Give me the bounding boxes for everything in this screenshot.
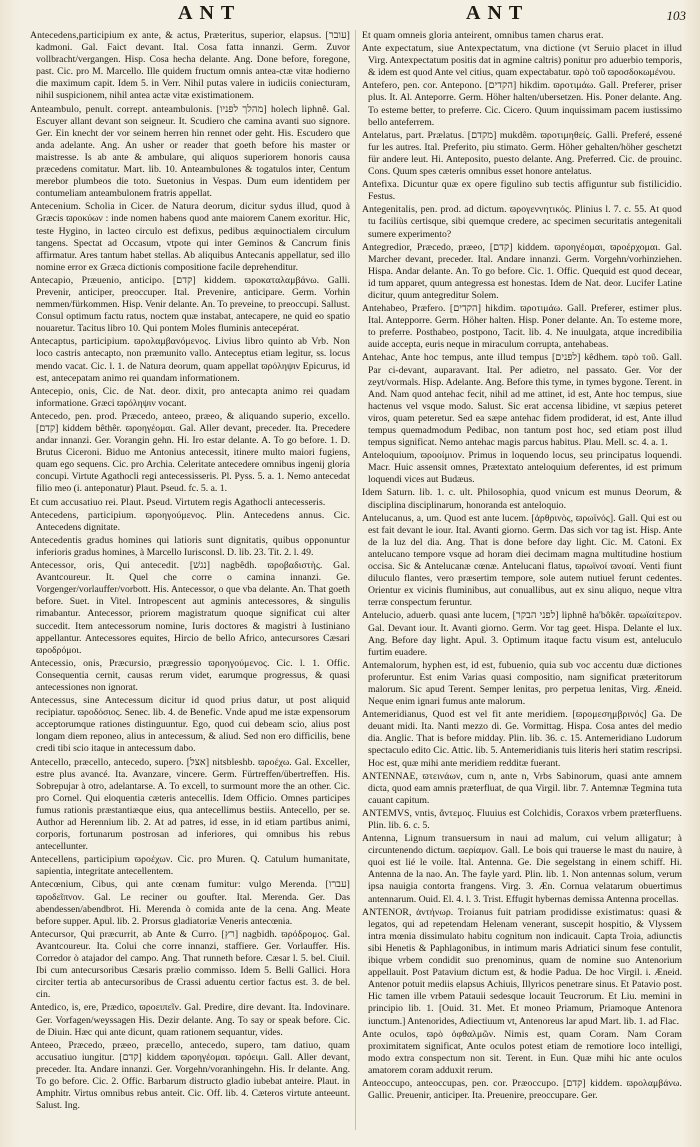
entry-antenor: ANTENOR, ἀντήνωρ. Troianus fuit patriam prodidisse existimatus: quasi & legatos, qui ad repetendam Helenam venerant, suscepit hospitio, & Vlyssem intra mœnia dissimulato habitu cognitum non indicauit. Capta Troia, adiunctis sibi Henetis & Paphlagonibus, in intimum maris Adriatici sinum fese contulit, ibique vrbem condidit suo prenominus, quam de nomine suo Antenorium appellauit. Post Patavium dictum est, & hodie Padua. De hoc Virgil. i. Æneid. Antenor potuit mediis elapsus Achiuis, Illyricos penetrare sinus. Et Patavio post. Hic tamen ille vrbem Patauii sedesque locauit Teucrorum. Et Liu. memini in principio lib. 1. [Ouid. 31. Met. Et moneo Priamum, Priamoque Antenora iunctum.] Antenorides, Adiectiuum vt, Antenoreus lar apud Mart. lib. 1. ad Flac. <box>362 906 682 1027</box>
entry-antecedo-accusativo: Et cum accusatiuo rei. Plaut. Pseud. Virtutem regis Agathocli antecesseris. <box>30 496 326 508</box>
entry-antecapio: Antecapio, Præuenio, anticipo. [קדם] kiddem. ϖροκαταλαμβάνω. Galli. Prevenir, anticiper, preoccuper. Ital. Prevenire, anticipare. Germ. Vorhin nemmen/fürkommen. Hisp. Venir delante. An. To preveine, to preoccupi. Sallust. Consul optimum factu ratus, noctem quæ instabat, antecapere, ne quid eo spatio nouaretur. Tacitus libro 10. Qui pontem Moles fluminis antecepérat. <box>30 274 350 335</box>
entry-antecello: Antecello, præcello, antecedo, supero. [אצל] nitsbleshb. ϖροέχω. Gal. Exceller, estre plus avancé. Ita. Avanzare, vincere. Germ. Fürtreffen/übertreffen. His. Sobrepujar à otro, adelantarse. A. To excell, to surmount more the an other. Cic. pro Cornel. Qui eloquentia cæteris antecellis. Idem Officio. Omnes participes fumus rationis præstantiæque eius, qua antecellimus bestiis. Antecello, per se. Author ad Herennium lib. 2. At ad patres, id esse, in id etiam partibus animi, corporis, fortunarum postrosan ad inferiores, qui omnibus his rebus antecellunter. <box>30 756 350 853</box>
entry-anteloquium-saturn: Idem Saturn. lib. 1. c. ult. Philosophia, quod vnicum est munus Deorum, & disciplina disciplinarum, honoranda est anteloquio. <box>362 487 682 511</box>
entry-ante-expectatum: Ante expectatum, siue Antexpectatum, vna dictione (vt Seruio placet in illud Virg. Antexpectatum positis dat in agmine caltris) ponitur pro aduerbio temporis, & idem est quod Ante vel citius, quam expectabatur. ϖρὸ τοῦ ϖροσδοκωμένου. <box>362 43 682 79</box>
entry-antecoenium: Antecœnium, Cibus, qui ante cœnam fumitur: vulgo Merenda. [עברו] ϖροδεῖπνον. Gal. Le reciner ou goufter. Ital. Merenda. Ger. Das abendessen/abendbrot. Hi. Merenda ò comida ante de la cena. Ang. Meate before supper. Apul. lib. 2. Prorsus gladiatoriæ Veneris antecœnia. <box>30 879 350 927</box>
entry-antelucio: Antelucio, aduerb. quasi ante lucem, [לפני הבקר] liphnê ha'bôkêr. ϖρωϊαίτερον. Gal. Devant iour. It. Avanti giorno. Germ. Vor tag geet. Hispa. Delante el lux. Ang. Before day light. Apul. 3. Optimum itaque factu visum est, anteluculo furtim euadere. <box>362 610 682 658</box>
page-number: 103 <box>666 8 686 23</box>
entry-antemnae: ANTENNAE, ϖτεινάων, cum n, ante n, Vrbs Sabinorum, quasi ante amnem dicta, quod eam amnis præterfluat, de qua Virgil. libr. 7. Antemnæ Tegmina tuta cauant capitum. <box>362 770 682 806</box>
entry-antecaptus: Antecaptus, participium. ϖρολαμβανόμενος. Livius libro quinto ab Vrb. Non loco castris antecapto, non præmunito vallo. Anteceptus etiam legitur, ss. locus mendo vacat. Cic. l. 1. de Natura deorum, quam appellat ϖρόληψιν Epicurus, id est, antecepatam animo rei quandam informationem. <box>30 336 350 384</box>
entry-anteeo-continued: Et quam omneis gloria anteirent, omnibus tamen charus erat. <box>362 30 604 41</box>
entry-anteeo: Anteeo, Præcedo, præeo, præcello, antecedo, supero, tam datiuo, quam accusatiuo iungitur. [קדם] kiddem ϖροηγέομαι. ϖρόειμι. Gall. Aller devant, preceder. Ita. Andare innanzi. Ger. Vorgehn/voranhingehn. His. Ir delante. Ang. To go before. Cic. 2. Offic. Barbarum distructo gladio iubebat anteire. Plaut. in Amphitr. Virtus omnibus rebus anteit. Cic. Off. lib. 4. Cæteros virtute anteeunt. Salust. Ing. <box>30 1039 350 1112</box>
entry-antecellens: Antecellens, participium ϖροέχων. Cic. pro Muren. Q. Catulum humanitate, sapientia, integritate antecellentem. <box>30 854 350 878</box>
right-running-head: ANT <box>466 2 530 24</box>
entry-antenna: Antenna, Lignum transuersum in naui ad malum, cui velum alligatur; à circuntenendo dictum. ϖερίαμον. Gall. Le bois qui trauerse le mast du nauire, à quoi est lié le voile. Ital. Antenna. Ge. Die segelstang in einem schiff. Hi. Antenna de la nao. An. The fayle yard. Plin. lib. 1. Non antennas solum, verum ipsa nauigia contorta frangens. Virg. 3. Æn. Cornua velatarum obuertimus antennarum. Ouid. El. 4. l. 3. Trist. Effugit hybernas demissa Antenna procellas. <box>362 833 682 905</box>
entry-antecessio: Antecessio, onis, Præcursio, prægressio ϖροηγούμενος. Cic. l. 1. Offic. Consequentia cernit, causas rerum videt, earumque progressus, & quasi antecessiones non ignorat. <box>30 657 350 693</box>
entry-antegredior: Antegredior, Præcedo, præeo, [קדם] kiddem. ϖροηγέομαι, ϖροέρχομαι. Gal. Marcher devant, preceder. Ital. Andare innanzi. Germ. Vorgehn/vorhinziehen. Hispa. Andar delante. An. To go before. Cic. 1. Offic. Quequid est quod decear, id tum apparet, quum antegressa est honestas. Idem de Nat. deor. Lucifer Latine dicitur, quum antegreditur Solem. <box>362 241 682 301</box>
entry-anteloquium: Anteloquium, ϖροοίμιον. Primus in loquendo locus, seu principatus loquendi. Macr. Huic assensit omnes, Prætextato anteloquium deferentes, id est primum loquendi vices aut Budæus. <box>362 450 682 486</box>
entry-antecedens-participium: Antecedens, participium. ϖροηγούμενος. Plin. Antecedens annus. Cic. Antecedens dignitate. <box>30 509 350 533</box>
left-column <box>30 30 350 1135</box>
column-divider <box>355 30 356 1130</box>
entry-antecessus: Antecessus, sine Antecessum dicitur id quod prius datur, ut post aliquid recipiatur. ϖροδόσιος. Senec. lib. 4. de Benefic. Vnde apud me istæ expensorum acceptorumque rationes distinguuntur. Ego, quod cui debeam scio, alius post longam diem reponeo, alius in antecessum, & aliud. Sed non ero difficilis, bene credi tibi scio itaque in antecessum dabo. <box>30 695 350 755</box>
entry-antecedo: Antecedo, pen. prod. Præcedo, anteeo, præeo, & aliquando superio, excello. [קדם] kiddem bêthêr. ϖροηγέομαι. Gal. Aller devant, preceder. Ita. Precedere andar innanzi. Ger. Vorangin gehn. Hi. Iro estar delante. A. To go before. 1. D. Brutus Ciceroni. Biduo me Antonius antecessit, itinere multo maiori fugiens, quam ego sequens. Cic. pro Archia. Celeritate antecedere omnibus ingenij gloria concupi. Virtute Agathocli regi antecessisseris. Pl. Pyss. 5. a. 1. Nemo antecedat filio meo (i. anteponatur) Plaut. Pseud. fc. 5. a. 1. <box>30 410 350 495</box>
entry-antemus: ANTEMVS, vntis, ἄντεμος. Fluuius est Colchidis, Coraxos vrbem præterfluens. Plin. lib. 6. c. 5. <box>362 807 682 831</box>
entry-antecedentis-gradus: Antecedentis gradus homines qui latioris sunt dignitatis, quibus opponuntur inferioris gradus homines, à Marcello Iurisconsl. D. lib. 23. Tit. 2. l. 49. <box>30 534 350 558</box>
entry-antedico: Antedico, is, ere, Prædico, ϖροειπεῖν. Gal. Predire, dire devant. Ita. Indovinare. Ger. Vorfagen/weyssagen His. Dezir delante. Ang. To say or speak before. Cic. de Diuin. Hæc qui ante dicunt, quam rationem sequantur, vides. <box>30 1002 350 1038</box>
entry-antemalorum: Antemalorum, hyphen est, id est, fubuenio, quia sub voc accentu duæ dictiones proferuntur. Est enim Varias quasi compositio, nam significat præteritorum malorum. Sic apud Terent. Semper lenitas, pro perpetua lenitas, Virg. Æneid. Neque enim ignari fumus ante malorum. <box>362 659 682 708</box>
entry-antecessor: Antecessor, oris, Qui antecedit. [נגשׁ] nagbêdh. ϖροβαδιστὴς. Gal. Avantcoureur. It. Quel che corre o camina innanzi. Ge. Vorgenger/vorlauffer/vorbott. His. Antecessor, o que vba delante. An. That goeth before. Suet. in Vitel. Intropescent aut agminis antecessores, & singulis rimabantur. Antecessor, priorem magistratum quoque significat cui alter succedit. Item antecessorum nomine, Iuris doctores & magistri à Iustiniano appellantur. Antecessores equites, Hircio de bello Africo, antecursores Cæsari ϖροδρόμοι. <box>30 560 350 656</box>
left-running-head: ANT <box>178 2 242 24</box>
entry-antecanis: Antecenium. Scholia in Cicer. de Natura deorum, dicitur sydus illud, quod à Græcis ϖροκύων : inde nomen habens quod ante maiorem Canem exoritur. Hic, teste Hygino, in lacteo circulo est defixus, pedibus æquinoctialem circulum tangens. Spectat ad Occasum, vtpote qui inter Geminos & Cancrum finis affirmatur. Ares tantum habet stellas. Ab aliquibus Antecanis appellatur, sed illo nomine error ex Græca dictionis compositione facile deprehenditur. <box>30 201 350 273</box>
entry-antecepio: Antecepio, onis, Cic. de Nat. deor. dixit, pro antecapta animo rei quadam informatione. Græci ϖρόληψιν vocant. <box>30 385 350 409</box>
entry-antecursor: Antecursor, Qui præcurrit, ab Ante & Curro. [רץ] nagbidh. ϖρόδρομος. Gal. Avantcoureur. Ita. Colui che corre innanzi, staffiere. Ger. Vorlauffer. His. Corredor ò atajador del campo. Ang. That runneth before. Cæsar l. 5. bel. Ciuil. Ibi cum antecursoribus Cæsaris prælio commisso. Idem 5. Belli Gallici. Hora circiter tertia ab antecursoribus de Crassi aduentu certior factus est. 3. de bel. cin. <box>30 928 350 1001</box>
entry-ante-oculos: Ante oculos, ϖρὸ ὀφθαλμῶν. Nimis est, quam Coram. Nam Coram proximitatem significat, Ante oculos potest etiam de remotiore loco intelligi, modo extra conspectum non sit. Terent. in Eun. Quæ mihi hic ante oculos amatorem coram adduxit rerum. <box>362 1028 682 1076</box>
entry-antefixa: Antefixa. Dicuntur quæ ex opere figulino sub tectis affiguntur sub fistilicidio. Festus. <box>362 179 682 203</box>
entry-antefero: Antefero, pen. cor. Antepono. [הקדים] hikdim. ϖροτιμάω. Gall. Preferer, priser plus. It. Al. Anteporre. Germ. Höher halten/ubersetzen. His. Poner delante. Ang. To esteme better, to preferre. Cic. Cicero. Quum inquissimam pacem iustissimo bello anteferrem. <box>362 80 682 128</box>
entry-antecedens: Antecedens,participium ex ante, & actus, Præteritus, superior, elapsus. [עובר] kadmoni. Gal. Faict devant. Ital. Cosa fatta innanzi. Germ. Zuvor vollbracht/vergangen. Hisp. Cosa hecha delante. Ang. Done before, foregone, past. Cic. pro M. Marcello. Ille quidem fructum omnis antea-ctæ vitæ hodierno die maximum capit. Idem 5. in Verr. Nihil putas valere in iudiciis coniecturam, nihil suspicionem, nihil antea actæ vitæ existimationem. <box>30 30 350 102</box>
entry-anteambulo: Anteambulo, penult. corrept. anteambulonis. [מהלך לפניו] holech liphnê. Gal. Escuyer allant devant son seigneur. It. Scudiero che camina avanti suo signore. Ger. Ein knecht der vor seinem herren hin rennet oder geht. His. Escudero que anda adelante. Ang. An usher or reader that goeth before his master or maistresse. Is ab ante & ambulare, qui aliquos superiorem honoris causa præcedens comitatur. Mart. lib. 10. Anteambulones & togatulos inter, Centum merebor plumbeos die toto. Suetonius in Vespas. Dum eum identidem per contumeliam anteambulonem fratris appellat. <box>30 103 350 200</box>
entry-anteoccupo: Anteoccupo, anteoccupas, pen. cor. Præoccupo. [קדם] kiddem. ϖρολαμβάνω. Gallic. Preuenir, anticiper. Ita. Preuenire, preoccupare. Ger. <box>362 1077 682 1102</box>
entry-antelucanus: Antelucanus, a, um. Quod est ante lucem. [ἀρθρινὸς, ϖρωϊνός]. Gall. Qui est ou est fait devant le iour. Ital. Avanti giorno. Germ. Das sich vor tag ist. Hisp. Ante de la luz del dia. Ang. That is done before day light. Cic. M. Catoni. Ex antelucano tempore vsque ad horam diei decimam magna multitudine hostium occisa. Sic & Antelucanæ cœnæ. Antelucani flatus, ϖρωϊνοί ϖνοαί. Venti fiunt diluculo flantes, vero præsertim tempore, sole autem nutiuel ferunt cedentes. Orientur ex vicinis fluminibus, aut conuallibus, aut ex sinu aliquo, neque vltra terræ conspectum feruntur. <box>362 512 682 609</box>
entry-antegenitalis: Antegenitalis, pen. prod. ad dictum. ϖρογεννητικός. Plinius l. 7. c. 55. At quod tu faciliùs certisque, sibi quemque credere, ac specimen securitatis antegenitali sumere experimento? <box>362 204 682 240</box>
right-column <box>362 30 682 1135</box>
running-header <box>0 2 700 28</box>
entry-antehabeo: Antehabeo, Præfero. [הקדים] hikdim. ϖροτιμάω. Gall. Preferer, estimer plus. Ital. Antepporre. Germ. Höher halten. Hisp. Poner delante. An. To esteme more, to preferre. Posthabeo, postpono, Tacit. lib. 4. Ne inuulgata, atque incredibilia auide accepta, euris neque in miraculum corrupta, antehabeas. <box>362 303 682 351</box>
entry-antelatus: Antelatus, part. Prælatus. [מקדם] mukdêm. ϖροτιμηθείς. Galli. Preferé, essené fur les autres. Ital. Preferito, piu stimato. Germ. Höher gehalten/höher geschetzt für andere leut. Hi. Anteposito, puesto delante. Ang. Preferred. Cic. de prouinc. Cons. Quum spes cæteris omnibus esset honore antelatus. <box>362 129 682 178</box>
entry-antemeridianus: Antemeridianus, Quod est vel fit ante meridiem. [ϖρομεσημβρινός] Ga. De deuant midi. Ita. Nanti mezzo di. Ge. Vormittag. Hispa. Cosa antes del medio dia. Anglic. That is before midday. Plin. lib. 36. c. 15. Antemeridiano Ludorum spectaculo edito Cic. Attic. lib. 5. Antemeridianis tuis literis heri statim rescripsi. Hoc est, quæ mihi ante meridiem redditæ fuerant. <box>362 709 682 769</box>
entry-antehac: Antehac, Ante hoc tempus, ante illud tempus [לפנים] kêdhem. ϖρὸ τοῦ. Gall. Par ci-devant, auparavant. Ital. Per adietro, nel passato. Ger. Vor der zeyt/vormals. Hisp. Adelante. Ang. Before this tyme, in tymes bygone. Terent. in And. Nam quod antehac fecit, nihil ad me attinet, id est, Ante hoc tempus, siue hactenus vel vsque modo. Salust. Sic erat accensa libidine, vt sæpius peteret viros, quam peteretur. Sed ea sæpe antehac fidem prodiderat, id est, Ante illud tempus quemadmodum Pedibac, non tantum post hoc, sed etiam post illud tempus significat. Nemo antehac magis parcus habitus. Plau. Mell. sc. 4. a. 1. <box>362 352 682 449</box>
